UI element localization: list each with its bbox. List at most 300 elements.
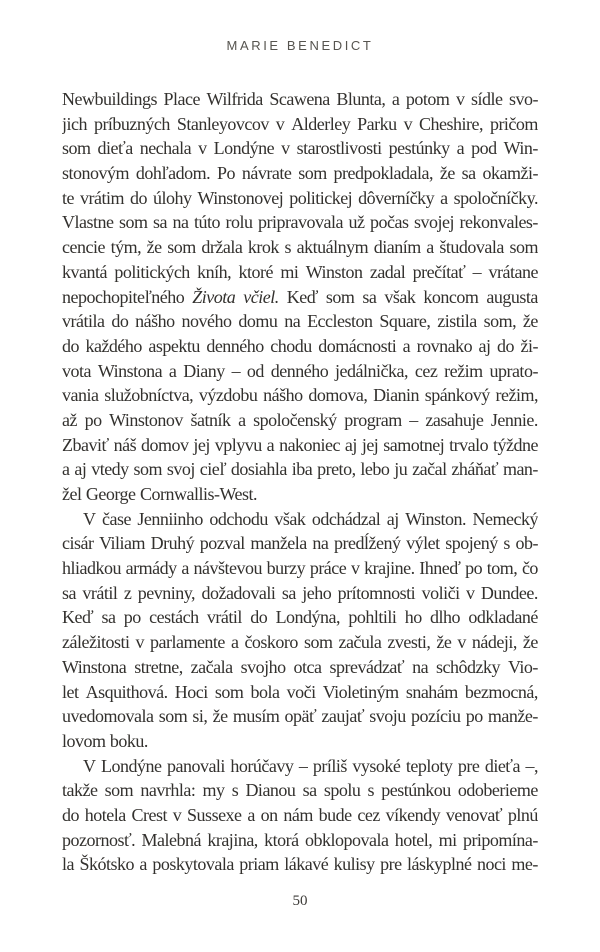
word: mi xyxy=(438,829,457,850)
word: stonovým xyxy=(62,163,130,184)
word: spojený xyxy=(445,533,498,554)
word: nechala xyxy=(139,138,192,159)
word: denného xyxy=(206,335,264,356)
word: Škótsko xyxy=(79,854,134,875)
text-line xyxy=(62,556,538,581)
word: lákavé xyxy=(284,854,329,875)
word: záležitosti xyxy=(62,632,130,653)
word: v xyxy=(135,632,144,653)
text-line xyxy=(62,433,538,458)
word: te xyxy=(62,187,74,208)
word: som xyxy=(167,237,196,258)
text-line xyxy=(62,605,538,630)
word: vrátim xyxy=(79,187,124,208)
text-line xyxy=(62,630,538,655)
word: horúčavy xyxy=(230,755,294,776)
word: hliadkou xyxy=(62,558,121,579)
word: som xyxy=(303,632,333,653)
text-line xyxy=(62,383,538,408)
word: Alderley xyxy=(291,113,351,134)
word: manže- xyxy=(487,706,538,727)
word: manžela xyxy=(250,533,307,554)
word: výlet xyxy=(406,533,440,554)
word: voliči xyxy=(421,582,460,603)
word: politickej xyxy=(289,187,353,208)
word: že xyxy=(522,311,538,332)
word: nádeji, xyxy=(471,632,517,653)
word: a xyxy=(440,187,448,208)
word: armády xyxy=(125,558,177,579)
word: svojej xyxy=(413,212,454,233)
word: parlamente xyxy=(149,632,225,653)
word: zháňať xyxy=(451,459,499,480)
word: práce xyxy=(309,558,347,579)
word: – xyxy=(298,755,308,776)
word: cez xyxy=(357,804,380,825)
word: Diany xyxy=(183,360,225,381)
text-line xyxy=(62,581,538,606)
word: ho xyxy=(404,607,422,628)
word: dieťa xyxy=(484,755,520,776)
word: Keď xyxy=(286,286,318,307)
word: mi xyxy=(280,261,299,282)
text-line xyxy=(62,285,538,310)
word: kvantá xyxy=(62,261,107,282)
word: svoj xyxy=(166,459,195,480)
word: domácnosti xyxy=(318,335,397,356)
word: som xyxy=(118,212,148,233)
word: spoločníčky. xyxy=(453,187,538,208)
word: stretne, xyxy=(134,656,183,677)
word: voči xyxy=(286,681,316,702)
word: my xyxy=(202,780,225,801)
word: na xyxy=(312,533,329,554)
word: otca xyxy=(293,656,322,677)
word: let xyxy=(62,681,79,702)
word: každého xyxy=(85,335,142,356)
word: la xyxy=(62,854,74,875)
word: noci xyxy=(476,854,506,875)
word: vrátane xyxy=(488,261,538,282)
word: aj xyxy=(74,459,87,480)
word: Asquithová. xyxy=(85,681,168,702)
word: Druhý xyxy=(150,533,195,554)
word: dožadovali xyxy=(201,582,276,603)
word: a xyxy=(238,409,246,430)
word: výzdobu xyxy=(198,385,258,406)
word: si, xyxy=(192,706,208,727)
word: túto xyxy=(194,212,221,233)
word: predpokladala, xyxy=(333,163,433,184)
word: Londýne xyxy=(100,755,162,776)
word: samotnej xyxy=(383,434,445,455)
word: Eccleston xyxy=(307,311,373,332)
word: lovom xyxy=(62,730,106,751)
word: príliš xyxy=(312,755,347,776)
text-line xyxy=(62,655,538,680)
word: zistila xyxy=(437,311,477,332)
word: Wilfrida xyxy=(206,89,263,109)
word: Winstonov xyxy=(109,409,183,430)
word: man- xyxy=(502,459,538,480)
word: V xyxy=(83,508,96,529)
running-header: MARIE BENEDICT xyxy=(226,38,374,53)
word: Cornwallis-West. xyxy=(139,484,257,504)
word: domova, xyxy=(308,385,368,406)
word: spolu xyxy=(323,780,361,801)
word: a xyxy=(62,459,70,480)
paragraph xyxy=(62,507,538,754)
word: venovať xyxy=(445,804,503,825)
word: Dundee. xyxy=(480,582,538,603)
text-line xyxy=(62,210,538,235)
word: Scawena xyxy=(269,89,330,109)
text-line xyxy=(62,334,538,359)
word: Winstonovej xyxy=(197,187,284,208)
word: s xyxy=(231,780,239,801)
paragraph xyxy=(62,87,538,507)
word: víkendy xyxy=(385,804,441,825)
word: úlohy xyxy=(152,187,192,208)
word: že xyxy=(522,632,538,653)
word: priam xyxy=(239,854,279,875)
word: začala xyxy=(190,656,233,677)
page-number: 50 xyxy=(292,893,308,909)
text-line xyxy=(62,482,538,507)
word: návštevou xyxy=(193,558,262,579)
word: dohľadom. xyxy=(135,163,211,184)
word: aj xyxy=(386,508,399,529)
word: do xyxy=(497,335,514,356)
word: musím xyxy=(232,706,280,727)
word: ob- xyxy=(515,533,538,554)
word: vrátila xyxy=(62,311,105,332)
word: zaujať xyxy=(321,706,365,727)
word: dôverníčky xyxy=(358,187,435,208)
word: jeho xyxy=(302,582,332,603)
word: poskytovala xyxy=(152,854,234,875)
word: aspektu xyxy=(148,335,200,356)
word: –, xyxy=(525,755,538,776)
word: krok xyxy=(247,237,279,258)
word: jich xyxy=(62,113,87,134)
word: a xyxy=(266,434,275,455)
word: po xyxy=(84,409,102,430)
word: do xyxy=(129,187,147,208)
word: kulisy xyxy=(333,854,375,875)
word: s xyxy=(503,533,510,554)
text-line xyxy=(62,260,538,285)
word: svo- xyxy=(509,89,538,109)
word: študovala xyxy=(439,237,504,258)
text-line xyxy=(62,803,538,828)
word: na xyxy=(172,212,189,233)
word: rolu xyxy=(225,212,253,233)
word: schôdzky xyxy=(436,656,501,677)
word: Londýna, xyxy=(275,607,341,628)
word: po xyxy=(465,558,483,579)
word: George xyxy=(85,484,136,504)
word: na xyxy=(284,311,301,332)
word: začal xyxy=(412,459,447,480)
word: sa xyxy=(461,163,476,184)
word: tým, xyxy=(110,237,142,258)
word: bezmocná, xyxy=(464,681,538,702)
word: Po xyxy=(217,163,236,184)
word: a xyxy=(168,360,177,381)
word: nepochopiteľného xyxy=(62,286,185,307)
word: a xyxy=(426,237,434,258)
word: jej xyxy=(361,434,379,455)
word: a xyxy=(456,138,465,159)
word: som xyxy=(325,286,355,307)
word: pevniny, xyxy=(137,582,196,603)
word: Malebná xyxy=(141,829,201,850)
word: a xyxy=(139,854,147,875)
word: som, xyxy=(483,311,517,332)
word: že xyxy=(439,163,455,184)
word: som xyxy=(298,163,327,184)
word: ju xyxy=(394,459,408,480)
word: som xyxy=(133,459,163,480)
word: aktuálnym xyxy=(296,237,369,258)
word: augusta xyxy=(486,286,538,307)
text-line xyxy=(62,309,538,334)
word: režim, xyxy=(495,385,538,406)
text-line xyxy=(62,680,538,705)
word: pripomína- xyxy=(462,829,538,850)
word: nového xyxy=(181,311,232,332)
word: čoskoro xyxy=(244,632,298,653)
word: že xyxy=(146,237,162,258)
word: sa xyxy=(153,212,167,233)
word: služobníctva, xyxy=(104,385,194,406)
word: on xyxy=(260,804,278,825)
text-line xyxy=(62,87,538,112)
word: Violetiným xyxy=(322,681,399,702)
word: – xyxy=(472,261,482,282)
word: sa xyxy=(281,582,296,603)
word: Win- xyxy=(503,138,538,159)
text-line xyxy=(62,457,538,482)
word: Parku xyxy=(357,113,397,134)
word: v xyxy=(465,582,475,603)
word: domov xyxy=(140,434,189,455)
word: a xyxy=(181,558,189,579)
word: plnú xyxy=(507,804,538,825)
word: – xyxy=(409,409,418,430)
word: prítomnosti xyxy=(337,582,416,603)
word: prečítať xyxy=(412,261,466,282)
word: Newbuildings xyxy=(62,89,157,109)
word: do xyxy=(62,335,79,356)
word: pričom xyxy=(489,113,538,134)
word: pozval xyxy=(199,533,245,554)
word: Winston. xyxy=(405,508,467,529)
word: s xyxy=(284,237,292,258)
word: denného xyxy=(270,360,329,381)
word: sa xyxy=(362,286,377,307)
word: uprato- xyxy=(489,360,538,381)
word: až xyxy=(62,409,77,430)
word: pestúnky xyxy=(388,138,450,159)
word: z xyxy=(123,582,132,603)
text-line xyxy=(62,852,538,877)
word: pod xyxy=(471,138,497,159)
word: a xyxy=(230,632,239,653)
word: obklopovala xyxy=(304,829,389,850)
word: žel xyxy=(62,484,82,504)
word: vota xyxy=(62,360,91,381)
word: Dianou xyxy=(245,780,296,801)
text-line xyxy=(62,704,538,729)
word: začula xyxy=(338,632,382,653)
word: Cheshire, xyxy=(419,113,483,134)
text-line xyxy=(62,828,538,853)
word: Jenniinho xyxy=(137,508,203,529)
word: už xyxy=(348,212,365,233)
text-line xyxy=(62,778,538,803)
word: burzy xyxy=(266,558,306,579)
word: starostlivosti xyxy=(296,138,382,159)
word: svojho xyxy=(240,656,286,677)
word: dianím xyxy=(373,237,421,258)
word: bola xyxy=(250,681,280,702)
word: do xyxy=(250,607,268,628)
text-line xyxy=(62,359,538,384)
word: a xyxy=(247,804,255,825)
word: Blunta, xyxy=(336,89,386,109)
word: krajine. xyxy=(364,558,415,579)
body-text xyxy=(62,87,538,877)
word: program xyxy=(344,409,402,430)
word: však xyxy=(274,508,306,529)
word: režim xyxy=(444,360,483,381)
word: do xyxy=(62,804,79,825)
word: zasahuje xyxy=(425,409,484,430)
word: Winston xyxy=(305,261,363,282)
word: okamži- xyxy=(482,163,538,184)
word: politických xyxy=(114,261,190,282)
word: odkladané xyxy=(468,607,538,628)
word: vplyvu xyxy=(214,434,262,455)
word: iba xyxy=(291,459,313,480)
word: v xyxy=(198,138,207,159)
word: po xyxy=(123,607,141,628)
word: som xyxy=(62,138,91,159)
text-line xyxy=(62,408,538,433)
word: v xyxy=(403,113,413,134)
word: aj xyxy=(478,335,491,356)
word: – xyxy=(231,360,241,381)
word: Place xyxy=(163,89,201,109)
word: týždne xyxy=(492,434,538,455)
word: sa xyxy=(62,582,76,603)
word: Square, xyxy=(379,311,431,332)
word: sídle xyxy=(470,89,503,109)
word: pre xyxy=(380,854,402,875)
word: však xyxy=(384,286,416,307)
word: šatník xyxy=(190,409,231,430)
word: zadal xyxy=(369,261,406,282)
word: trvalo xyxy=(449,434,489,455)
word: nášho xyxy=(135,311,175,332)
word: me- xyxy=(511,854,538,875)
word: ktorá xyxy=(264,829,299,850)
word: pohltili xyxy=(348,607,397,628)
word: od xyxy=(246,360,264,381)
word: vania xyxy=(62,385,99,406)
word: preto, xyxy=(317,459,356,480)
text-line xyxy=(62,161,538,186)
word: nášho xyxy=(263,385,303,406)
word: navrhla: xyxy=(140,780,196,801)
text-line xyxy=(62,754,538,779)
text-line xyxy=(62,531,538,556)
text-line xyxy=(62,729,538,754)
text-line xyxy=(62,507,538,532)
word: Dianin xyxy=(373,385,420,406)
word: cisár xyxy=(62,533,94,554)
word: návrate xyxy=(241,163,292,184)
word: chodu xyxy=(270,335,312,356)
word: a xyxy=(391,89,400,109)
word: v xyxy=(350,558,360,579)
word: jej xyxy=(193,434,210,455)
word: dlho xyxy=(430,607,461,628)
word: vtedy xyxy=(91,459,129,480)
word: Winstona xyxy=(97,360,163,381)
word: že xyxy=(212,706,228,727)
word: ži- xyxy=(520,335,538,356)
word: Sussexe xyxy=(187,804,242,825)
word: sprevádzať xyxy=(329,656,405,677)
word: Viliam xyxy=(99,533,146,554)
word: s xyxy=(367,780,375,801)
word: nakoniec xyxy=(279,434,341,455)
word: Nemecký xyxy=(472,508,538,529)
word: Života xyxy=(192,286,236,307)
word: aj xyxy=(344,434,357,455)
word: Hoci xyxy=(174,681,208,702)
word: cencie xyxy=(62,237,105,258)
word: odoberieme xyxy=(457,780,538,801)
paragraph xyxy=(62,754,538,877)
word: tom, xyxy=(486,558,518,579)
word: som xyxy=(214,681,244,702)
word: boku. xyxy=(109,730,148,751)
word: cieľ xyxy=(199,459,227,480)
word: Vio- xyxy=(507,656,538,677)
word: ktoré xyxy=(238,261,273,282)
word: som xyxy=(509,237,538,258)
word: potom xyxy=(405,89,450,109)
word: pre xyxy=(457,755,480,776)
word: rekonvales- xyxy=(459,212,538,233)
word: odchádzal xyxy=(311,508,381,529)
word: rovnako xyxy=(416,335,473,356)
word: vrátil xyxy=(82,582,118,603)
word: držala xyxy=(201,237,243,258)
word: spánkový xyxy=(424,385,490,406)
word: Jennie. xyxy=(490,409,538,430)
word: odchodu xyxy=(209,508,268,529)
word: cez xyxy=(414,360,438,381)
word: jedálnička, xyxy=(335,360,409,381)
word: opäť xyxy=(284,706,317,727)
word: v xyxy=(455,89,465,109)
word: počas xyxy=(369,212,409,233)
